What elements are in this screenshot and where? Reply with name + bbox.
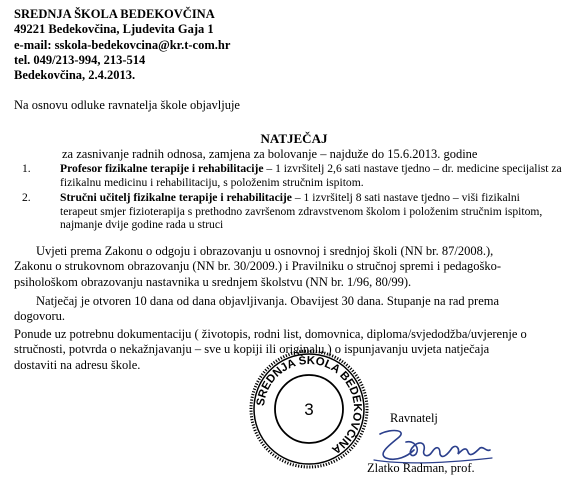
paragraph-line: Natječaj je otvoren 10 dana od dana objavljivanja. Obavijest 30 dana. Stupanje na rad prema [36, 294, 500, 308]
position-number: 1. [22, 162, 31, 175]
paragraph-line: dogovoru. [14, 309, 66, 324]
paragraph-line: Uvjeti prema Zakonu o odgoju i obrazovanju u osnovnoj i srednjoj školi (NN br. 87/2008.), [36, 244, 494, 258]
position-heading: Stručni učitelj fizikalne terapije i rehabilitacije [60, 191, 292, 205]
signature [368, 420, 504, 466]
paragraph-line: stručnosti, potvrda o nekažnjavanju – sve u kopiji ili originalu ) o ispunjavanju uvjeta natječaja [14, 342, 490, 357]
position-body [60, 162, 578, 189]
signature-stroke [380, 431, 490, 460]
position-line: – 1 izvršitelj 8 sati nastave tjedno – viši fizikalni [294, 191, 520, 205]
document-title: NATJEČAJ [260, 131, 328, 146]
position-line: – 1 izvršitelj 2,6 sati nastave tjedno – dr. medicine specijalist za [266, 162, 562, 175]
stamp-number: 3 [304, 400, 314, 419]
intro-line: Na osnovu odluke ravnatelja škole objavljuje [14, 98, 240, 112]
school-address: 49221 Bedekovčina, Ljudevita Gaja 1 [14, 22, 214, 37]
paragraph-line: Zakonu o strukovnom obrazovanju (NN br. 30/2009.) i Pravilniku o stručnoj spremi i pedagoško- [14, 259, 502, 274]
school-name: SREDNJA ŠKOLA BEDEKOVČINA [14, 7, 215, 21]
position-list [22, 162, 578, 234]
position-heading: Profesor fizikalne terapije i rehabilitacije [60, 162, 264, 175]
school-stamp [248, 348, 370, 470]
paragraph-line: dostaviti na adresu škole. [14, 357, 141, 372]
position-line: najmanje dvije godine rada u struci [60, 218, 224, 232]
position-line: fizikalnu medicinu i rehabilitaciju, s položenim stručnim ispitom. [60, 175, 364, 189]
open-period-paragraph [14, 294, 580, 325]
conditions-paragraph [14, 244, 580, 290]
paragraph-line: Ponude uz potrebnu dokumentaciju ( životopis, rodni list, domovnica, diploma/svjedodžba/uvjerenje o [14, 327, 527, 341]
signer-role: Ravnatelj [390, 411, 438, 425]
position-body [60, 191, 578, 232]
school-email: e-mail: sskola-bedekovcina@kr.t-com.hr [14, 37, 231, 52]
stamp-ring-text: SREDNJA ŠKOLA BEDEKOVČINA [255, 354, 364, 456]
position-item-2 [22, 191, 578, 232]
place-date: Bedekovčina, 2.4.2013. [14, 68, 136, 83]
position-number: 2. [22, 191, 31, 205]
school-header [14, 7, 230, 83]
signer-name: Zlatko Radman, prof. [367, 461, 475, 475]
document-subtitle: za zasnivanje radnih odnosa, zamjena za bolovanje – najduže do 15.6.2013. godine [62, 147, 478, 161]
position-line: terapeut smjer fizioterapija s prethodno završenom zdravstvenom školom i položenim stručnim ispitom, [60, 204, 543, 218]
school-phone: tel. 049/213-994, 213-514 [14, 52, 146, 67]
position-item-1 [22, 162, 578, 189]
paragraph-line: psihološkom obrazovanju nastavnika u srednjem školstvu (NN br. 1/96, 80/99). [14, 274, 412, 289]
